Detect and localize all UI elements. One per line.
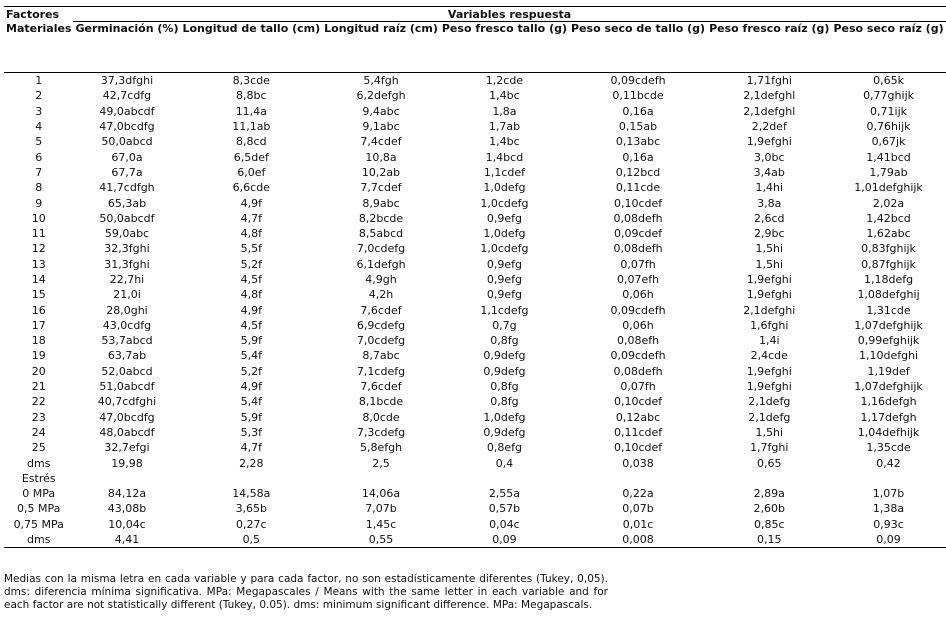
table-cell: 0,04c	[489, 517, 520, 531]
table-cell: 1,5hi	[755, 425, 784, 439]
row-label: 5	[35, 135, 43, 149]
row-label: 24	[31, 425, 46, 439]
table-cell: 0,11cde	[615, 181, 661, 195]
table-cell: 1,19def	[867, 364, 910, 378]
table-cell: 1,6fghi	[750, 318, 789, 332]
table-cell: 0,07efh	[616, 273, 660, 286]
table-cell: 5,4f	[240, 349, 262, 363]
table-cell: 0,07b	[622, 502, 654, 516]
table-cell: 2,60b	[753, 502, 785, 516]
table-cell: 0,07fh	[620, 380, 656, 394]
table-cell: 10,04c	[108, 517, 146, 531]
table-cell: 0,09cdefh	[610, 349, 666, 363]
table-cell: 6,0ef	[237, 165, 266, 179]
header-materiales: Materiales	[4, 22, 73, 73]
table-cell: 47,0bcdfg	[99, 120, 155, 134]
table-cell: 50,0abcd	[101, 135, 153, 149]
table-cell: 2,1defg	[748, 395, 791, 409]
table-cell: 7,1cdefg	[356, 364, 406, 378]
table-cell: 1,41bcd	[866, 150, 911, 164]
table-cell: 1,4bc	[489, 135, 520, 149]
table-cell: 0,06h	[622, 288, 654, 302]
results-table	[4, 6, 946, 548]
table-cell: 0,55	[322, 532, 440, 548]
table-row	[4, 180, 946, 195]
table-cell: 7,7cdef	[360, 181, 402, 195]
table-cell: 8,7abc	[362, 349, 400, 363]
table-cell: 0,16a	[622, 104, 654, 118]
row-label: 12	[31, 242, 46, 256]
table-cell: 7,4cdef	[360, 135, 402, 149]
table-cell: 0,10cdef	[613, 395, 663, 409]
table-row	[4, 486, 946, 501]
table-row	[4, 104, 946, 119]
table-cell: 5,2f	[240, 257, 262, 271]
table-cell: 0,93c	[873, 517, 904, 531]
row-label: 0,5 MPa	[17, 502, 61, 516]
table-cell: 5,4f	[240, 395, 262, 409]
table-cell: 2,55a	[488, 487, 521, 501]
table-cell: 0,15	[707, 532, 831, 548]
table-row	[4, 455, 946, 470]
table-cell: 8,5abcd	[358, 227, 404, 241]
table-cell: 43,08b	[107, 502, 147, 516]
table-cell: 5,3f	[240, 425, 262, 439]
table-row	[4, 532, 946, 548]
table-cell: 10,8a	[365, 150, 397, 164]
table-cell: 1,07defghijk	[854, 318, 923, 332]
table-cell: 4,9gh	[365, 273, 397, 286]
table-cell: 28,0ghi	[106, 303, 148, 317]
row-label: 15	[31, 288, 46, 302]
table-row	[4, 501, 946, 516]
table-cell: 3,0bc	[754, 150, 785, 164]
table-cell: 1,5hi	[755, 242, 784, 256]
row-label: 7	[35, 165, 43, 179]
row-label: 9	[35, 196, 43, 210]
table-cell: 47,0bcdfg	[99, 410, 155, 424]
table-cell: 2,1defghl	[743, 89, 796, 103]
table-cell: 2,9bc	[754, 227, 785, 241]
row-label: 17	[31, 318, 46, 332]
table-cell: 1,0defg	[483, 181, 526, 195]
row-label: 3	[35, 104, 43, 118]
table-cell	[180, 471, 322, 486]
header-peso-fresco-tallo: Peso fresco tallo (g)	[440, 22, 569, 73]
table-cell: 2,1defghl	[743, 104, 796, 118]
table-cell: 19,98	[111, 456, 143, 470]
table-cell: 0,87fghijk	[861, 257, 916, 271]
table-cell: 7,0cdefg	[356, 334, 406, 348]
table-cell: 0,11cdef	[613, 425, 663, 439]
table-cell: 52,0abcd	[101, 364, 153, 378]
table-cell: 1,9efghi	[746, 288, 792, 302]
table-cell: 0,08efh	[616, 334, 660, 348]
header-factores: Factores	[4, 7, 73, 22]
table-cell: 0,42	[876, 456, 901, 470]
table-cell: 14,58a	[232, 487, 271, 501]
table-cell: 0,07fh	[620, 257, 656, 271]
table-cell	[322, 471, 440, 486]
table-cell: 0,01c	[622, 517, 654, 531]
table-cell: 0,09	[440, 532, 569, 548]
table-cell: 8,3cde	[232, 74, 270, 88]
table-cell: 1,0defg	[483, 410, 526, 424]
table-cell: 1,04defhijk	[857, 425, 920, 439]
header-peso-seco-raiz: Peso seco raíz (g)	[831, 22, 945, 73]
table-cell: 4,7f	[240, 211, 262, 225]
table-row	[4, 165, 946, 180]
table-row	[4, 410, 946, 425]
table-cell: 4,2h	[368, 288, 394, 302]
table-cell: 2,2def	[751, 120, 787, 134]
table-cell: 0,09cdefh	[610, 74, 666, 88]
table-cell: 5,2f	[240, 364, 262, 378]
table-cell: 43,0cdfg	[102, 318, 152, 332]
table-cell: 63,7ab	[107, 349, 147, 363]
table-cell: 1,4bc	[489, 89, 520, 103]
table-cell: 0,038	[622, 456, 654, 470]
table-row	[4, 471, 946, 486]
row-label: 4	[35, 120, 43, 134]
table-cell: 0,9efg	[486, 288, 522, 302]
table-cell: 0,11bcde	[612, 89, 664, 103]
table-cell: 14,06a	[361, 487, 401, 501]
table-cell: 0,9efg	[486, 211, 522, 225]
table-cell: 1,2cde	[485, 74, 524, 88]
table-row	[4, 287, 946, 302]
header-longitud-tallo: Longitud de tallo (cm)	[180, 22, 322, 73]
table-cell: 4,7f	[240, 441, 262, 455]
table-cell: 2,1defghi	[743, 303, 796, 317]
table-row	[4, 379, 946, 394]
table-cell: 0,76hijk	[866, 120, 911, 134]
table-cell: 1,62abc	[866, 227, 911, 241]
table-row	[4, 73, 946, 89]
table-cell: 1,9efghi	[746, 380, 792, 394]
header-variables: Variables respuesta	[73, 7, 945, 22]
table-cell: 48,0abcdf	[99, 425, 155, 439]
table-cell: 1,0defg	[483, 227, 526, 241]
table-cell: 2,02a	[872, 196, 905, 210]
table-row	[4, 425, 946, 440]
table-cell: 0,7g	[492, 318, 517, 332]
table-cell: 1,4i	[758, 334, 780, 348]
table-cell: 0,65	[757, 456, 782, 470]
table-cell: 41,7cdfgh	[99, 181, 155, 195]
table-cell: 1,5hi	[755, 257, 784, 271]
row-label: 25	[31, 441, 46, 455]
table-cell: 1,1cdefg	[480, 303, 529, 317]
table-row	[4, 272, 946, 287]
table-cell: 11,1ab	[232, 120, 271, 134]
table-row	[4, 333, 946, 348]
table-cell: 1,9efghi	[746, 273, 792, 286]
table-cell: 0,85c	[753, 517, 785, 531]
table-cell: 67,0a	[111, 150, 143, 164]
header-row-2	[4, 22, 946, 73]
table-cell: 0,12abc	[615, 410, 661, 424]
table-row	[4, 302, 946, 317]
table-cell: 0,8fg	[490, 334, 519, 348]
table-row	[4, 257, 946, 272]
table-cell: 32,3fghi	[104, 242, 150, 256]
table-cell: 65,3ab	[107, 196, 147, 210]
table-cell: 0,57b	[488, 502, 521, 516]
table-cell: 1,0cdefg	[480, 196, 529, 210]
table-cell: 6,9cdefg	[356, 318, 406, 332]
row-label: 23	[31, 410, 46, 424]
row-label: 16	[31, 303, 46, 317]
table-cell: 8,0cde	[362, 410, 400, 424]
row-label: 22	[31, 395, 46, 409]
table-cell: 0,83fghijk	[861, 242, 916, 256]
table-cell: 0,99efghijk	[857, 334, 920, 348]
table-row	[4, 440, 946, 455]
table-cell: 6,5def	[233, 150, 269, 164]
table-cell: 0,12bcd	[615, 165, 661, 179]
table-cell: 8,9abc	[362, 196, 400, 210]
table-cell: 0,71ijk	[870, 104, 908, 118]
header-germinacion: Germinación (%)	[73, 22, 180, 73]
table-cell: 2,89a	[753, 487, 785, 501]
table-cell: 0,22a	[622, 487, 654, 501]
table-cell: 1,17defgh	[860, 410, 917, 424]
table-cell: 1,31cde	[866, 303, 911, 317]
table-cell: 4,8f	[240, 288, 262, 302]
table-cell: 10,2ab	[361, 165, 401, 179]
table-cell: 1,4hi	[755, 181, 784, 195]
table-footnote: Medias con la misma letra en cada variable y para cada factor, no son estadísticamente diferentes (Tukey, 0,05). dms: diferencia mínima significativa. MPa: Megapascales / Means with the same letter in each variable and for each factor are not statistically different (Tukey, 0.05). dms: minimum significant difference. MPa: Megapascals.	[4, 573, 608, 611]
table-row	[4, 241, 946, 256]
table-cell: 5,8efgh	[359, 441, 403, 455]
row-label: 6	[35, 150, 43, 164]
row-label: 1	[35, 74, 43, 88]
row-label: 18	[31, 334, 46, 348]
table-cell: 1,7fghi	[750, 441, 789, 455]
table-cell: 6,1defgh	[356, 257, 406, 271]
row-label: dms	[4, 532, 73, 548]
table-cell: 0,008	[569, 532, 707, 548]
table-cell: 1,01defghijk	[854, 181, 923, 195]
table-cell: 31,3fghi	[104, 257, 150, 271]
table-cell: 37,3dfghi	[100, 74, 154, 88]
table-cell: 1,1cdef	[483, 165, 526, 179]
table-cell: 5,5f	[240, 242, 262, 256]
header-longitud-raiz: Longitud raíz (cm)	[322, 22, 440, 73]
table-cell: 7,0cdefg	[356, 242, 406, 256]
table-cell: 1,08defghij	[857, 288, 920, 302]
table-cell: 4,8f	[240, 227, 262, 241]
table-cell: 7,3cdefg	[356, 425, 406, 439]
table-row	[4, 394, 946, 409]
table-cell: 0,9defg	[483, 364, 526, 378]
row-label: dms	[27, 456, 51, 470]
row-label: 19	[31, 349, 46, 363]
table-cell: 1,4bcd	[485, 150, 524, 164]
table-cell: 1,45c	[365, 517, 397, 531]
table-cell: 0,9efg	[486, 273, 522, 286]
table-cell: 0,5	[180, 532, 322, 548]
table-cell	[831, 471, 945, 486]
table-cell: 0,08defh	[613, 364, 663, 378]
table-cell: 8,8bc	[236, 89, 267, 103]
table-cell: 3,65b	[235, 502, 268, 516]
table-cell: 7,6cdef	[360, 380, 402, 394]
table-cell: 0,65k	[873, 74, 904, 88]
table-row	[4, 88, 946, 103]
header-peso-seco-tallo: Peso seco de tallo (g)	[569, 22, 707, 73]
table-cell: 7,6cdef	[360, 303, 402, 317]
table-cell: 1,9efghi	[746, 135, 792, 149]
table-cell: 4,5f	[240, 318, 262, 332]
table-cell: 0,67jk	[871, 135, 906, 149]
table-row	[4, 119, 946, 134]
table-cell: 4,9f	[240, 380, 262, 394]
table-cell: 7,07b	[365, 502, 397, 516]
row-label: 21	[31, 380, 46, 394]
table-cell: 4,41	[73, 532, 180, 548]
table-cell: 8,1bcde	[358, 395, 404, 409]
table-cell: 1,07defghijk	[854, 380, 923, 394]
table-cell: 1,10defghi	[858, 349, 919, 363]
row-label: 0,75 MPa	[13, 517, 64, 531]
table-cell: 4,9f	[240, 196, 262, 210]
table-cell: 1,35cde	[866, 441, 911, 455]
table-row	[4, 364, 946, 379]
table-cell: 3,4ab	[753, 165, 785, 179]
table-cell: 1,9efghi	[746, 364, 792, 378]
table-cell: 0,10cdef	[613, 196, 663, 210]
table-cell: 1,18defg	[863, 273, 914, 286]
table-cell: 0,8fg	[490, 380, 519, 394]
table-cell: 1,7ab	[488, 120, 521, 134]
table-cell: 0,16a	[622, 150, 654, 164]
table-row	[4, 211, 946, 226]
table-cell: 1,71fghi	[746, 74, 792, 88]
table-cell: 8,8cd	[236, 135, 267, 149]
table-cell: 1,42bcd	[866, 211, 911, 225]
table-cell: 1,16defgh	[860, 395, 917, 409]
table-cell: 49,0abcdf	[99, 104, 155, 118]
table-cell: 32,7efgi	[104, 441, 150, 455]
row-label: 11	[31, 227, 46, 241]
table-cell: 1,38a	[872, 502, 905, 516]
table-cell: 5,4fgh	[363, 74, 399, 88]
table-cell: 21,0i	[113, 288, 141, 302]
table-cell: 2,4cde	[750, 349, 788, 363]
table-cell: 0,09cdef	[613, 227, 663, 241]
table-cell: 0,9defg	[483, 349, 526, 363]
table-row	[4, 318, 946, 333]
table-cell	[707, 471, 831, 486]
header-peso-fresco-raiz: Peso fresco raíz (g)	[707, 22, 831, 73]
table-cell: 0,10cdef	[613, 441, 663, 455]
row-label: 10	[31, 211, 46, 225]
table-cell: 0,13abc	[615, 135, 661, 149]
table-cell: 0,8efg	[486, 441, 522, 455]
table-cell: 2,28	[239, 456, 264, 470]
row-label: Estrés	[21, 471, 56, 485]
table-cell: 1,79ab	[869, 165, 908, 179]
table-cell: 6,6cde	[232, 181, 270, 195]
table-body	[4, 73, 946, 548]
table-cell: 0,08defh	[613, 211, 663, 225]
table-cell: 0,9defg	[483, 425, 526, 439]
table-row	[4, 195, 946, 210]
table-row	[4, 226, 946, 241]
table-cell: 2,6cd	[754, 211, 785, 225]
row-label: 14	[31, 273, 46, 286]
table-cell: 5,9f	[240, 410, 262, 424]
table-cell: 0,9efg	[486, 257, 522, 271]
table-cell: 5,9f	[240, 334, 262, 348]
table-row	[4, 134, 946, 149]
row-label: 13	[31, 257, 46, 271]
table-cell: 84,12a	[107, 487, 147, 501]
table-cell: 0,8fg	[490, 395, 519, 409]
table-cell: 2,5	[372, 456, 390, 470]
table-cell: 3,8a	[757, 196, 782, 210]
table-cell: 9,1abc	[362, 120, 400, 134]
table-cell: 11,4a	[235, 104, 267, 118]
table-cell: 9,4abc	[362, 104, 400, 118]
table-cell: 4,5f	[240, 273, 262, 286]
table-cell: 0,08defh	[613, 242, 663, 256]
table-cell: 0,09	[831, 532, 945, 548]
table-cell: 40,7cdfghi	[97, 395, 157, 409]
table-cell	[440, 471, 569, 486]
table-row	[4, 517, 946, 532]
table-cell: 42,7cdfg	[102, 89, 152, 103]
table-cell: 51,0abcdf	[99, 380, 155, 394]
row-label: 0 MPa	[22, 487, 56, 501]
table-cell: 2,1defg	[748, 410, 791, 424]
table-cell	[569, 471, 707, 486]
table-row	[4, 348, 946, 363]
table-cell: 53,7abcd	[101, 334, 153, 348]
table-row	[4, 149, 946, 164]
table-cell: 22,7hi	[109, 273, 145, 286]
table-cell: 0,27c	[236, 517, 267, 531]
table-cell: 1,07b	[872, 487, 905, 501]
table-cell: 8,2bcde	[358, 211, 404, 225]
table-cell: 0,77ghijk	[863, 89, 914, 103]
table-cell: 0,09cdefh	[610, 303, 666, 317]
row-label: 20	[31, 364, 46, 378]
table-cell	[73, 471, 180, 486]
table-cell: 59,0abc	[104, 227, 150, 241]
row-label: 8	[35, 181, 43, 195]
header-row-1	[4, 7, 946, 22]
table-cell: 0,4	[495, 456, 514, 470]
row-label: 2	[35, 89, 43, 103]
table-cell: 67,7a	[111, 165, 143, 179]
table-cell: 4,9f	[240, 303, 262, 317]
table-cell: 6,2defgh	[356, 89, 406, 103]
table-cell: 0,15ab	[618, 120, 658, 134]
table-cell: 0,06h	[622, 318, 654, 332]
table-cell: 50,0abcdf	[99, 211, 155, 225]
table-cell: 1,0cdefg	[480, 242, 529, 256]
table-cell: 1,8a	[492, 104, 517, 118]
